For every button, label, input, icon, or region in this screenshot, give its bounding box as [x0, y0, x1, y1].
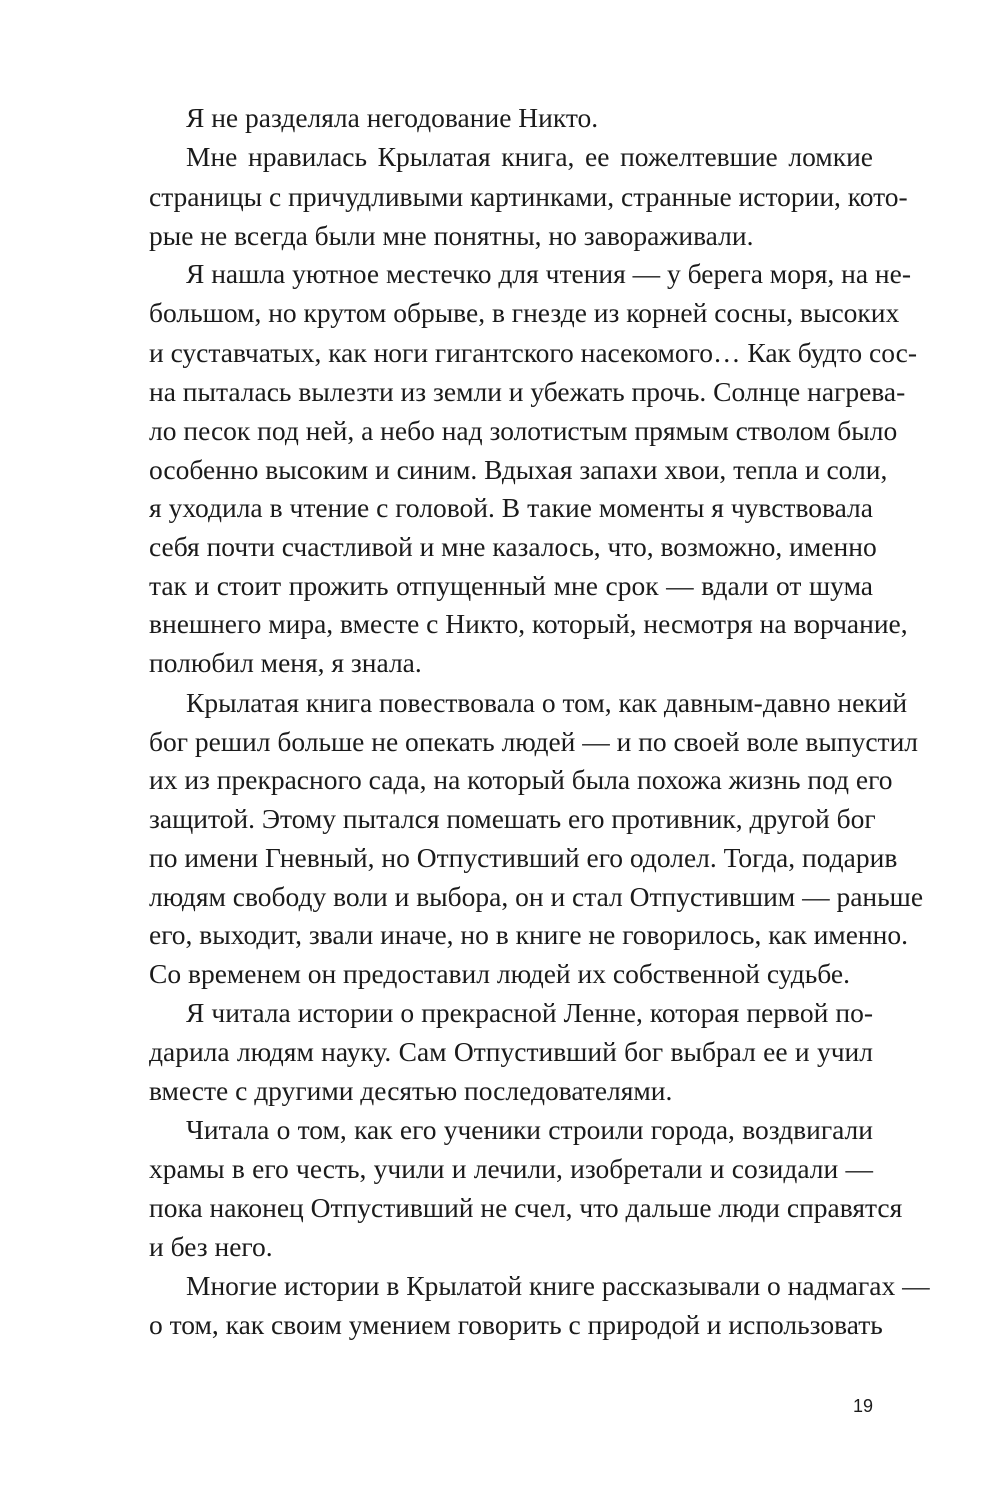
text-line: вместе с другими десятью последователями. — [149, 1075, 673, 1106]
text-line: полюбил меня, я знала. — [149, 647, 422, 678]
text-line: по имени Гневный, но Отпустивший его одолел. Тогда, подарив — [149, 842, 898, 873]
text-line: Я читала истории о прекрасной Ленне, которая первой по- — [186, 997, 873, 1028]
text-line: я уходила в чтение с головой. В такие моменты я чувствовала — [149, 492, 873, 523]
text-line: их из прекрасного сада, на который была похожа жизнь под его — [149, 764, 893, 795]
text-line: дарила людям науку. Сам Отпустивший бог выбрал ее и учил — [149, 1036, 873, 1067]
text-line: о том, как своим умением говорить с природой и использовать — [149, 1309, 883, 1340]
text-line: себя почти счастливой и мне казалось, что, возможно, именно — [149, 531, 877, 562]
text-line: Читала о том, как его ученики строили города, воздвигали — [186, 1114, 873, 1145]
text-line: Я нашла уютное местечко для чтения — у берега моря, на не- — [186, 258, 911, 289]
text-line: храмы в его честь, учили и лечили, изобретали и созидали — — [149, 1153, 873, 1184]
text-line: страницы с причудливыми картинками, странные истории, кото- — [149, 181, 908, 212]
text-line: большом, но крутом обрыве, в гнезде из корней сосны, высоких — [149, 297, 900, 328]
text-line: бог решил больше не опекать людей — и по своей воле выпустил — [149, 726, 919, 757]
text-line: так и стоит прожить отпущенный мне срок — вдали от шума — [149, 570, 873, 601]
text-line: особенно высоким и синим. Вдыхая запахи хвои, тепла и соли, — [149, 454, 888, 485]
text-line: его, выходит, звали иначе, но в книге не говорилось, как именно. — [149, 919, 908, 950]
text-line: пока наконец Отпустивший не счел, что дальше люди справятся — [149, 1192, 903, 1223]
text-line: Многие истории в Крылатой книге рассказывали о надмагах — — [186, 1270, 930, 1301]
text-line: рые не всегда были мне понятны, но завораживали. — [149, 220, 754, 251]
text-line: ло песок под ней, а небо над золотистым прямым стволом было — [149, 415, 898, 446]
text-line: Со временем он предоставил людей их собственной судьбе. — [149, 958, 850, 989]
text-line: и без него. — [149, 1231, 273, 1262]
text-line: внешнего мира, вместе с Никто, который, несмотря на ворчание, — [149, 608, 908, 639]
page-number: 19 — [852, 1396, 873, 1416]
text-line: и суставчатых, как ноги гигантского насекомого… Как будто сос- — [149, 337, 918, 368]
text-line: защитой. Этому пытался помешать его противник, другой бог — [149, 803, 876, 834]
text-line: Мне нравилась Крылатая книга, ее пожелтевшие ломкие — [186, 141, 873, 172]
text-line: Крылатая книга повествовала о том, как давным-давно некий — [186, 687, 908, 718]
text-line: Я не разделяла негодование Никто. — [186, 102, 599, 133]
text-line: на пыталась вылезти из земли и убежать прочь. Солнце нагрева- — [149, 376, 906, 407]
text-line: людям свободу воли и выбора, он и стал Отпустившим — раньше — [149, 881, 924, 912]
